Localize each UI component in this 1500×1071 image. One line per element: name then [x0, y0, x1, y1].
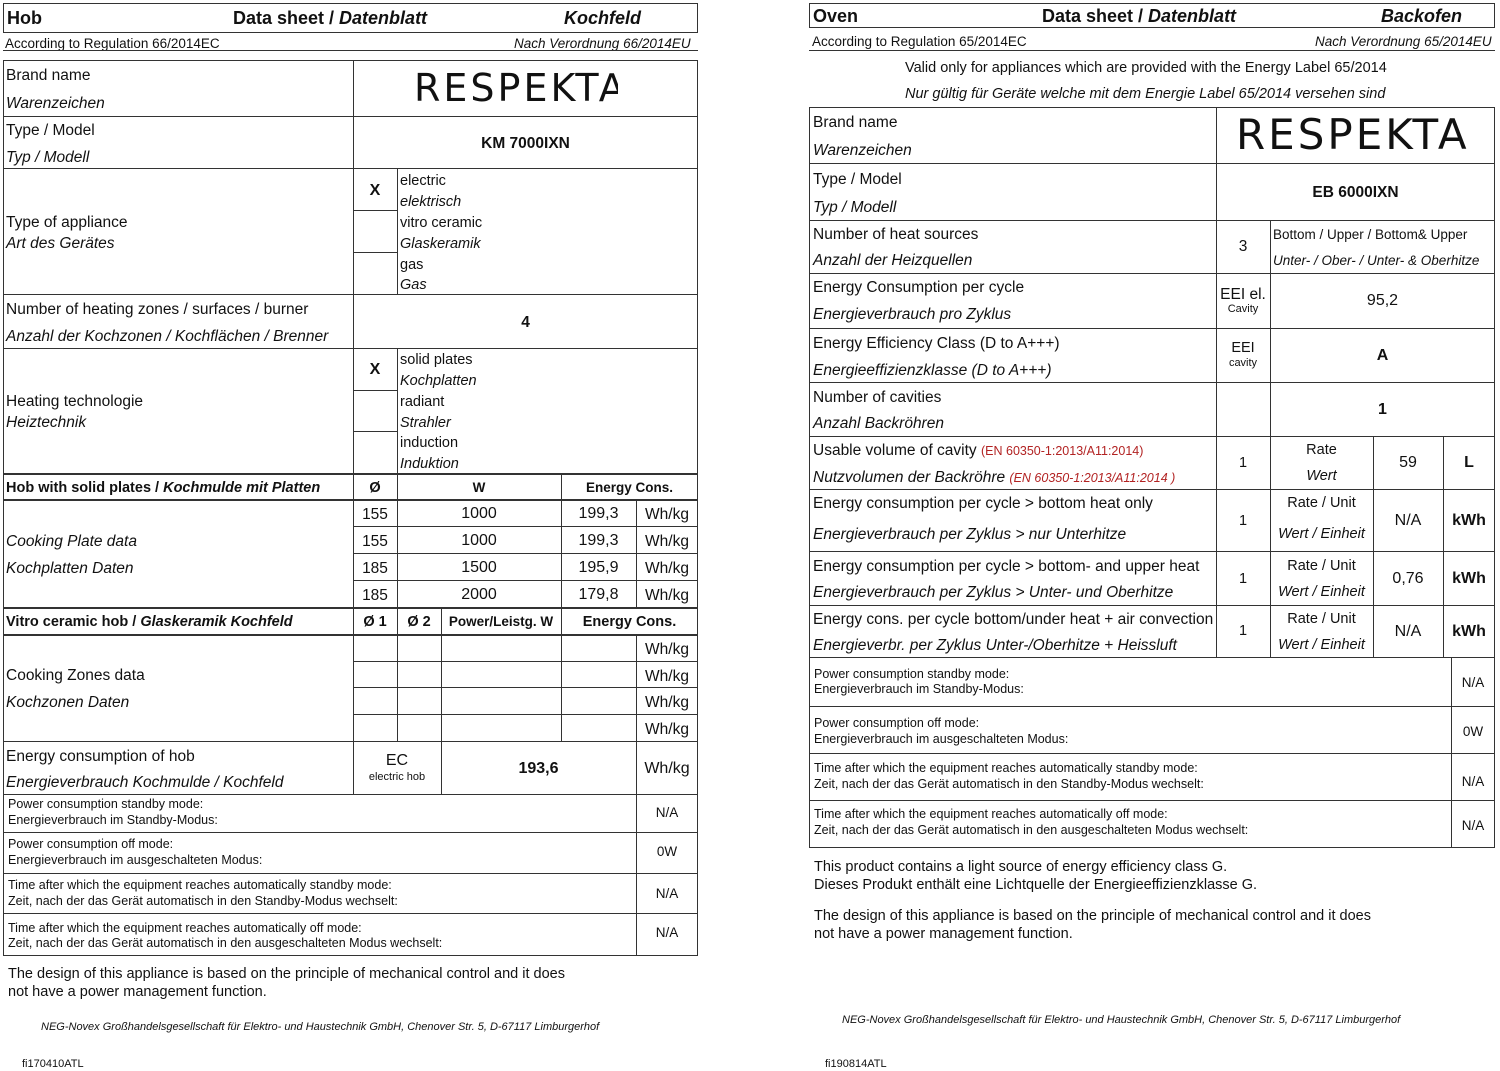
hob-col-power: Power/Leistg. W: [448, 614, 554, 629]
hob-checkbox-divider: [397, 168, 398, 294]
hob-zones-data-label-de: Kochzonen Daten: [6, 694, 130, 711]
hob-row-rule: [3, 116, 698, 117]
oven-air-rate: Rate / Unit: [1287, 611, 1356, 627]
oven-bot-label-de: Energieverbrauch per Zyklus > nur Unterhitze: [813, 526, 1127, 543]
hob-row-rule: [353, 687, 698, 688]
oven-bu-value: 0,76: [1392, 570, 1424, 587]
hob-col-d2: Ø 2: [407, 614, 431, 630]
hob-solid-header: Hob with solid plates / Kochmulde mit Platten: [6, 480, 321, 496]
plate-energy: 195,9: [578, 559, 619, 576]
oven-type-label-de: Typ / Modell: [813, 199, 897, 216]
hob-row-rule: [3, 794, 698, 795]
plate-watt: 1500: [461, 559, 497, 576]
plate-unit: Wh/kg: [645, 587, 689, 604]
hob-zones-label: Number of heating zones / surfaces / burner: [6, 301, 309, 318]
oven-bot-label: Energy consumption per cycle > bottom heat only: [813, 495, 1153, 512]
hob-row-rule: [3, 741, 698, 742]
oven-sheet-title: Data sheet / Datenblatt: [1042, 6, 1237, 26]
hob-appliance-opt: elektrisch: [400, 194, 462, 210]
plate-energy: 179,8: [578, 586, 619, 603]
hob-ec-sub: electric hob: [368, 771, 426, 783]
hob-appliance-opt: vitro ceramic: [400, 215, 483, 231]
oven-heat-label: Number of heat sources: [813, 226, 979, 243]
hob-appliance-check: X: [369, 182, 381, 199]
oven-row-rule: [809, 163, 1495, 164]
oven-eec-label: Energy Efficiency Class (D to A+++): [813, 335, 1060, 352]
hob-appliance-opt: Gas: [400, 277, 427, 293]
oven-cav-label: Number of cavities: [813, 389, 942, 406]
plate-energy: 199,3: [578, 532, 619, 549]
hob-off-label: Power consumption off mode:: [8, 837, 174, 851]
oven-toff-value: N/A: [1461, 818, 1485, 833]
hob-design-note-2: not have a power management function.: [8, 984, 267, 1000]
hob-title: Hob: [7, 8, 42, 28]
oven-bot-value: N/A: [1394, 512, 1422, 529]
hob-checkbox-rule: [353, 252, 397, 253]
plate-diameter: 155: [362, 506, 388, 523]
hob-zones-label-de: Anzahl der Kochzonen / Kochflächen / Brenner: [6, 328, 329, 345]
oven-design-note-2: not have a power management function.: [814, 926, 1073, 942]
hob-standby-label-de: Energieverbrauch im Standby-Modus:: [8, 813, 218, 827]
oven-vol-rate: Rate: [1306, 442, 1337, 458]
hob-toff-label: Time after which the equipment reaches automatically off mode:: [8, 921, 362, 935]
hob-col-energy2: Energy Cons.: [582, 614, 677, 630]
oven-brand-label: Brand name: [813, 114, 898, 131]
hob-vitro-header: Vitro ceramic hob / Glaskeramik Kochfeld: [6, 614, 293, 630]
oven-cav-value: 1: [1378, 401, 1387, 418]
hob-ec-label: Energy consumption of hob: [6, 748, 195, 765]
plate-energy: 199,3: [578, 505, 619, 522]
hob-tstandby-label: Time after which the equipment reaches automatically standby mode:: [8, 878, 392, 892]
hob-row-rule: [3, 168, 698, 169]
hob-row-rule: [353, 580, 698, 581]
hob-col-d1: Ø 1: [363, 614, 387, 630]
oven-eec-label-de: Energieeffizienzklasse (D to A+++): [813, 362, 1052, 379]
plate-unit: Wh/kg: [645, 560, 689, 577]
hob-zones-value: 4: [521, 314, 530, 331]
hob-row-rule: [353, 553, 698, 554]
oven-eei-el: EEI el.: [1220, 286, 1266, 303]
hob-standby-value: N/A: [655, 805, 679, 820]
oven-company: NEG-Novex Großhandelsgesellschaft für Elektro- und Haustechnik GmbH, Chenover Str. 5, D-67117 Limburgerhof: [842, 1014, 1401, 1026]
hob-brand-label: Brand name: [6, 67, 91, 84]
oven-light-note-de: Dieses Produkt enthält eine Lichtquelle der Energieeffizienzklasse G.: [814, 877, 1258, 893]
hob-sheet-title: Data sheet / Datenblatt: [233, 8, 428, 28]
hob-tech-check: X: [369, 361, 381, 378]
hob-tstandby-label-de: Zeit, nach der das Gerät automatisch in den Standby-Modus wechselt:: [8, 894, 398, 908]
hob-col-diameter: Ø: [369, 480, 381, 496]
plate-watt: 1000: [461, 532, 497, 549]
hob-row-rule: [3, 873, 698, 874]
zone-unit: Wh/kg: [645, 721, 689, 738]
oven-title: Oven: [813, 6, 859, 26]
hob-appliance-opt: gas: [400, 257, 424, 273]
hob-title-de: Kochfeld: [564, 8, 642, 28]
hob-toff-label-de: Zeit, nach der das Gerät automatisch in den ausgeschalteten Modus wechselt:: [8, 936, 443, 950]
oven-row-rule: [809, 605, 1495, 606]
hob-row-rule: [3, 294, 698, 295]
oven-code: fi190814ATL: [825, 1058, 887, 1070]
oven-bu-label: Energy consumption per cycle > bottom- and upper heat: [813, 558, 1200, 575]
oven-air-idx: 1: [1238, 623, 1248, 639]
hob-plate-label: Cooking Plate data: [6, 533, 137, 550]
hob-standby-label: Power consumption standby mode:: [8, 797, 204, 811]
hob-row-rule: [353, 526, 698, 527]
hob-tech-opt: solid plates: [400, 352, 473, 368]
oven-bu-idx: 1: [1238, 571, 1248, 587]
oven-air-label: Energy cons. per cycle bottom/under heat + air convection: [813, 611, 1214, 628]
hob-row-rule: [3, 348, 698, 349]
hob-row-rule: [3, 499, 698, 501]
oven-vol-wert: Wert: [1306, 468, 1337, 484]
svg-text:RESPEKTA: RESPEKTA: [1236, 114, 1470, 158]
hob-row-rule: [3, 913, 698, 914]
hob-ec-unit: Wh/kg: [644, 760, 690, 777]
hob-row-rule: [353, 714, 698, 715]
oven-toff-label: Time after which the equipment reaches automatically off mode:: [814, 807, 1168, 821]
hob-col-watt: W: [472, 480, 486, 495]
oven-light-note: This product contains a light source of energy efficiency class G.: [814, 859, 1228, 875]
hob-tech-opt: Strahler: [400, 415, 451, 431]
oven-bot-idx: 1: [1238, 513, 1248, 529]
hob-tstandby-value: N/A: [655, 886, 679, 901]
plate-diameter: 185: [362, 587, 388, 604]
hob-tech-label-de: Heiztechnik: [6, 414, 87, 431]
oven-row-rule: [809, 220, 1495, 221]
oven-heat-value: 3: [1238, 238, 1248, 255]
oven-regulation-en: According to Regulation 65/2014EC: [812, 34, 1027, 49]
oven-title-de: Backofen: [1381, 6, 1463, 26]
oven-heat-label-de: Anzahl der Heizquellen: [813, 252, 973, 269]
hob-type-label-de: Typ / Modell: [6, 149, 90, 166]
plate-watt: 2000: [461, 586, 497, 603]
hob-model: KM 7000IXN: [481, 135, 570, 152]
hob-ec-value: 193,6: [518, 760, 559, 777]
hob-company: NEG-Novex Großhandelsgesellschaft für Elektro- und Haustechnik GmbH, Chenover Str. 5, D-67117 Limburgerhof: [41, 1021, 600, 1033]
oven-vol-label: Usable volume of cavity (EN 60350-1:2013/A11:2014): [813, 442, 1144, 459]
hob-checkbox-rule: [353, 210, 397, 211]
oven-off-label-de: Energieverbrauch im ausgeschalteten Modus:: [814, 732, 1069, 746]
svg-text:RESPEKTA: RESPEKTA: [414, 68, 618, 110]
hob-appliance-opt: electric: [400, 173, 446, 189]
oven-off-value: 0W: [1462, 724, 1484, 739]
zone-unit: Wh/kg: [645, 641, 689, 658]
oven-row-rule: [809, 328, 1495, 329]
oven-bu-rate: Rate / Unit: [1287, 558, 1356, 574]
hob-row-rule: [3, 607, 698, 609]
hob-off-label-de: Energieverbrauch im ausgeschalteten Modus:: [8, 853, 263, 867]
hob-off-value: 0W: [656, 844, 678, 859]
oven-vol-idx: 1: [1238, 455, 1248, 471]
hob-tech-opt: induction: [400, 435, 459, 451]
oven-row-rule: [809, 551, 1495, 552]
hob-tech-opt: Kochplatten: [400, 373, 477, 389]
hob-brand-logo: [414, 68, 618, 119]
oven-regulation-rule: [809, 50, 1495, 51]
hob-col-divider: [353, 60, 354, 741]
oven-tstandby-value: N/A: [1461, 774, 1485, 789]
oven-eei: EEI: [1231, 340, 1255, 356]
oven-bu-unit: kWh: [1452, 570, 1486, 587]
hob-appliance-label: Type of appliance: [6, 214, 128, 231]
oven-bot-unit: kWh: [1452, 512, 1486, 529]
hob-design-note: The design of this appliance is based on the principle of mechanical control and it does: [8, 966, 565, 982]
hob-tech-opt: Induktion: [400, 456, 459, 472]
oven-regulation-de: Nach Verordnung 65/2014EU: [1315, 34, 1492, 49]
oven-bu-label-de: Energieverbrauch per Zyklus > Unter- und Oberhitze: [813, 584, 1174, 601]
oven-toff-label-de: Zeit, nach der das Gerät automatisch in den ausgeschalteten Modus wechselt:: [814, 823, 1249, 837]
hob-tech-label: Heating technologie: [6, 393, 144, 410]
oven-eei-cavity: Cavity: [1227, 303, 1259, 315]
oven-ecycle-label: Energy Consumption per cycle: [813, 279, 1025, 296]
oven-row-rule: [809, 800, 1495, 801]
hob-zones-data-label: Cooking Zones data: [6, 667, 145, 684]
oven-row-rule: [809, 436, 1495, 437]
oven-bu-wert: Wert / Einheit: [1278, 584, 1365, 600]
oven-ecycle-value: 95,2: [1366, 292, 1399, 309]
oven-standby-value: N/A: [1461, 675, 1485, 690]
oven-ecycle-label-de: Energieverbrauch pro Zyklus: [813, 306, 1012, 323]
hob-appliance-label-de: Art des Gerätes: [6, 235, 115, 252]
hob-ec-symbol: EC: [385, 752, 409, 769]
oven-row-rule: [809, 753, 1495, 754]
plate-diameter: 185: [362, 560, 388, 577]
hob-type-label: Type / Model: [6, 122, 95, 139]
hob-regulation-de: Nach Verordnung 66/2014EU: [514, 36, 691, 51]
oven-off-label: Power consumption off mode:: [814, 716, 980, 730]
zone-unit: Wh/kg: [645, 694, 689, 711]
oven-bot-rate: Rate / Unit: [1287, 495, 1356, 511]
hob-brand-label-de: Warenzeichen: [6, 95, 105, 112]
hob-code: fi170410ATL: [22, 1058, 84, 1070]
oven-row-rule: [809, 657, 1495, 658]
hob-checkbox-divider: [397, 348, 398, 473]
hob-row-rule: [3, 634, 698, 636]
oven-valid-de: Nur gültig für Geräte welche mit dem Energie Label 65/2014 versehen sind: [905, 86, 1386, 102]
hob-row-rule: [3, 832, 698, 833]
oven-air-label-de: Energieverbr. per Zyklus Unter-/Oberhitze + Heissluft: [813, 637, 1177, 654]
oven-eei-cavity-2: cavity: [1228, 357, 1258, 369]
plate-unit: Wh/kg: [645, 533, 689, 550]
oven-air-unit: kWh: [1452, 623, 1486, 640]
hob-checkbox-rule: [353, 390, 397, 391]
oven-type-label: Type / Model: [813, 171, 902, 188]
oven-air-value: N/A: [1394, 623, 1422, 640]
oven-standby-label-de: Energieverbrauch im Standby-Modus:: [814, 682, 1024, 696]
oven-bot-wert: Wert / Einheit: [1278, 526, 1365, 542]
oven-vol-label-de: Nutzvolumen der Backröhre (EN 60350-1:2013/A11:2014 ): [813, 469, 1176, 486]
oven-row-rule: [809, 706, 1495, 707]
oven-design-note: The design of this appliance is based on the principle of mechanical control and it does: [814, 908, 1371, 924]
oven-vol-value: 59: [1399, 454, 1417, 471]
oven-tstandby-label-de: Zeit, nach der das Gerät automatisch in den Standby-Modus wechselt:: [814, 777, 1204, 791]
oven-valid-en: Valid only for appliances which are provided with the Energy Label 65/2014: [905, 60, 1387, 76]
oven-heat-options: Bottom / Upper / Bottom& Upper: [1273, 227, 1468, 242]
plate-watt: 1000: [461, 505, 497, 522]
hob-col-energy: Energy Cons.: [585, 480, 674, 495]
oven-heat-options-de: Unter- / Ober- / Unter- & Oberhitze: [1273, 253, 1480, 268]
oven-brand-logo: [1236, 114, 1478, 167]
hob-ec-label-de: Energieverbrauch Kochmulde / Kochfeld: [6, 774, 284, 791]
hob-checkbox-rule: [353, 431, 397, 432]
zone-unit: Wh/kg: [645, 668, 689, 685]
oven-air-wert: Wert / Einheit: [1278, 637, 1365, 653]
hob-tech-opt: radiant: [400, 394, 445, 410]
oven-vol-unit: L: [1464, 454, 1474, 471]
oven-cav-label-de: Anzahl Backröhren: [813, 415, 944, 432]
hob-regulation-en: According to Regulation 66/2014EC: [5, 36, 220, 51]
oven-eec-value: A: [1376, 347, 1389, 364]
oven-row-rule: [809, 273, 1495, 274]
hob-toff-value: N/A: [655, 925, 679, 940]
oven-model: EB 6000IXN: [1312, 184, 1399, 201]
hob-row-rule: [3, 473, 698, 475]
plate-unit: Wh/kg: [645, 506, 689, 523]
oven-tstandby-label: Time after which the equipment reaches automatically standby mode:: [814, 761, 1198, 775]
oven-standby-label: Power consumption standby mode:: [814, 667, 1010, 681]
hob-appliance-opt: Glaskeramik: [400, 236, 481, 252]
oven-row-rule: [809, 489, 1495, 490]
oven-brand-label-de: Warenzeichen: [813, 142, 912, 159]
plate-diameter: 155: [362, 533, 388, 550]
hob-plate-label-de: Kochplatten Daten: [6, 560, 134, 577]
hob-regulation-rule: [3, 50, 698, 51]
hob-col-rule: [441, 607, 442, 741]
hob-row-rule: [353, 661, 698, 662]
oven-row-rule: [809, 382, 1495, 383]
